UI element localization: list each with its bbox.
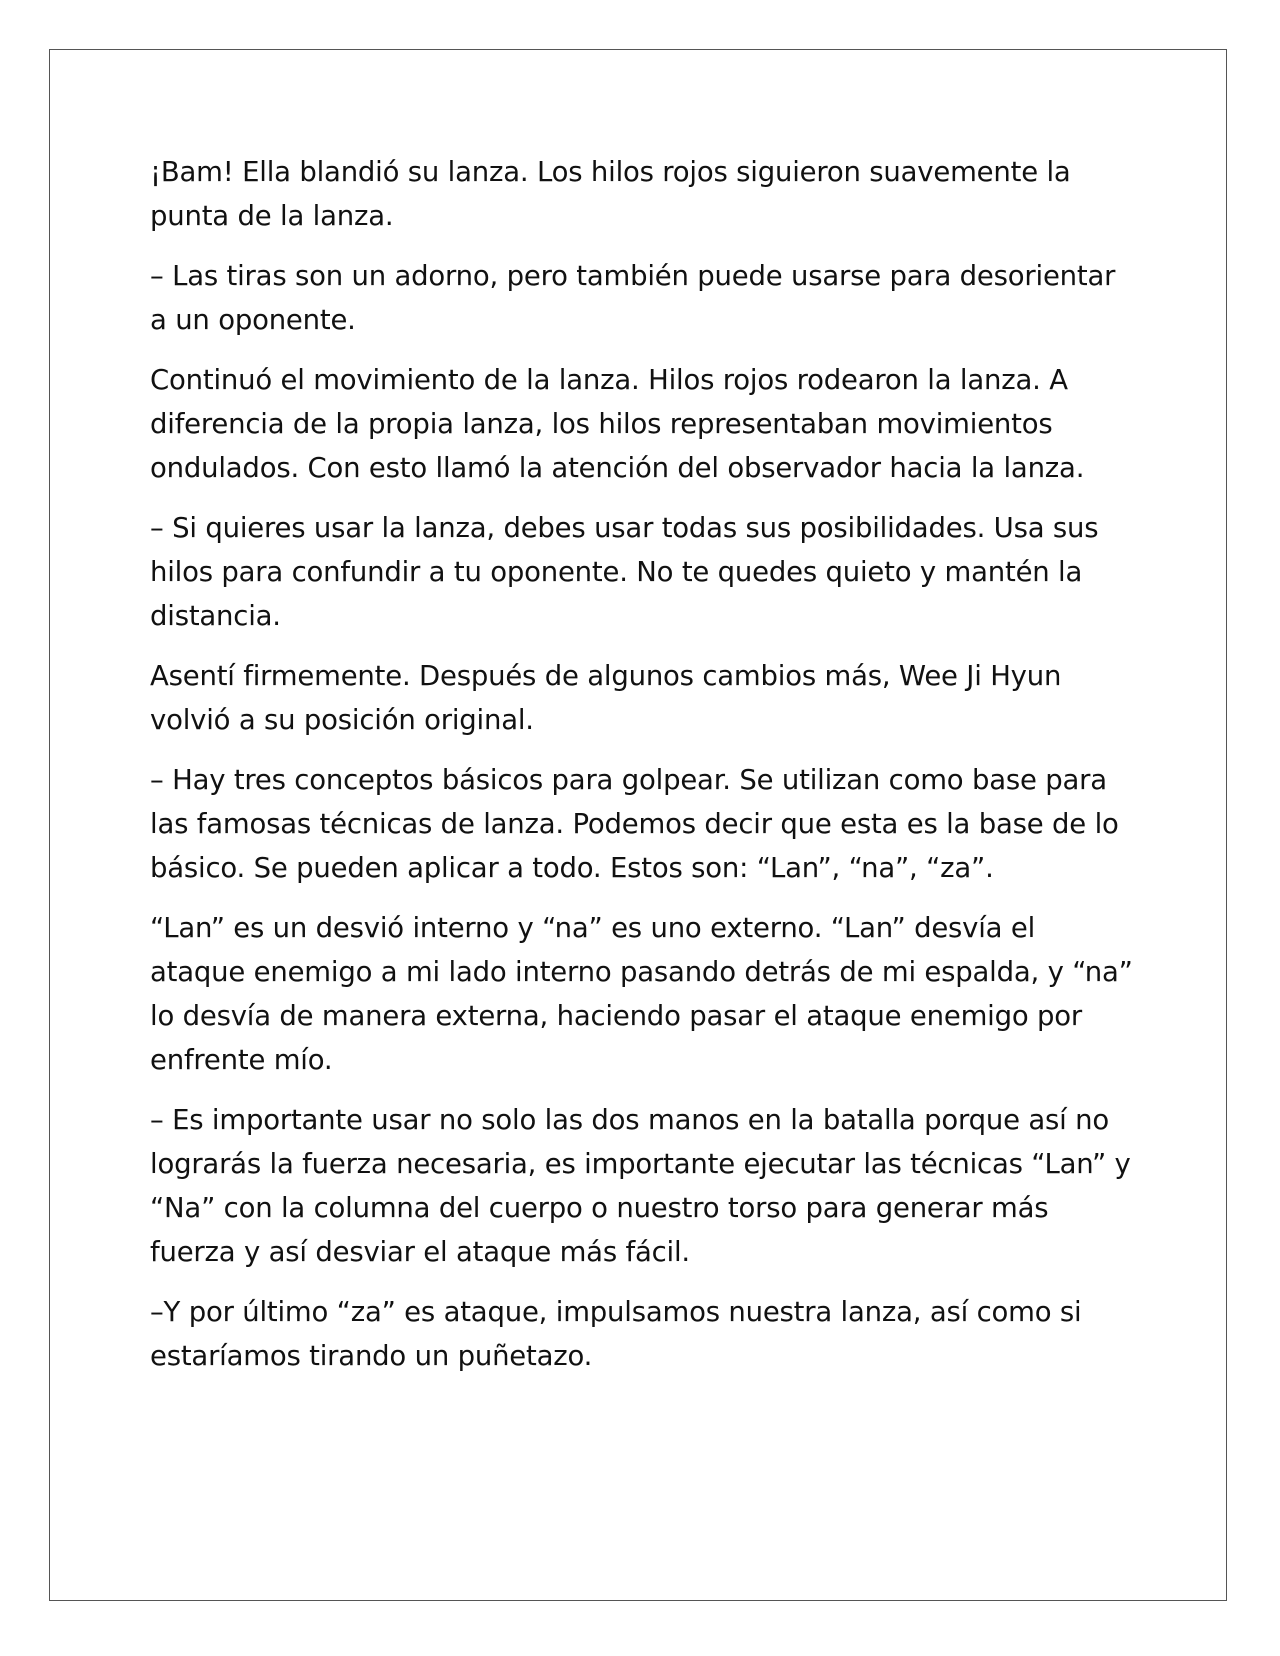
paragraph-4: – Si quieres usar la lanza, debes usar todas sus posibilidades. Usa sus hilos para confundir a tu oponente. No te quedes quieto y mantén la distancia. (150, 512, 1099, 632)
paragraph-7: “Lan” es un desvió interno y “na” es uno externo. “Lan” desvía el ataque enemigo a mi lado interno pasando detrás de mi espalda, y “na” lo desvía de manera externa, haciendo pasar el ataque enemigo por enfrente mío. (150, 912, 1133, 1076)
paragraph-9: –Y por último “za” es ataque, impulsamos nuestra lanza, así como si estaríamos tirando un puñetazo. (150, 1296, 1082, 1372)
document-body (150, 150, 1135, 1394)
paragraph-1: ¡Bam! Ella blandió su lanza. Los hilos rojos siguieron suavemente la punta de la lanza. (150, 156, 1071, 232)
paragraph-2: – Las tiras son un adorno, pero también puede usarse para desorientar a un oponente. (150, 260, 1116, 336)
paragraph-3: Continuó el movimiento de la lanza. Hilos rojos rodearon la lanza. A diferencia de la propia lanza, los hilos representaban movimientos ondulados. Con esto llamó la atención del observador hacia la lanza. (150, 364, 1085, 484)
paragraph-6: – Hay tres conceptos básicos para golpear. Se utilizan como base para las famosas técnicas de lanza. Podemos decir que esta es la base de lo básico. Se pueden aplicar a todo. Estos son: “Lan”, “na”, “za”. (150, 764, 1119, 884)
paragraph-5: Asentí firmemente. Después de algunos cambios más, Wee Ji Hyun volvió a su posición original. (150, 660, 1062, 736)
paragraph-8: – Es importante usar no solo las dos manos en la batalla porque así no lograrás la fuerza necesaria, es importante ejecutar las técnicas “Lan” y “Na” con la columna del cuerpo o nuestro torso para generar más fuerza y así desviar el ataque más fácil. (150, 1104, 1131, 1268)
